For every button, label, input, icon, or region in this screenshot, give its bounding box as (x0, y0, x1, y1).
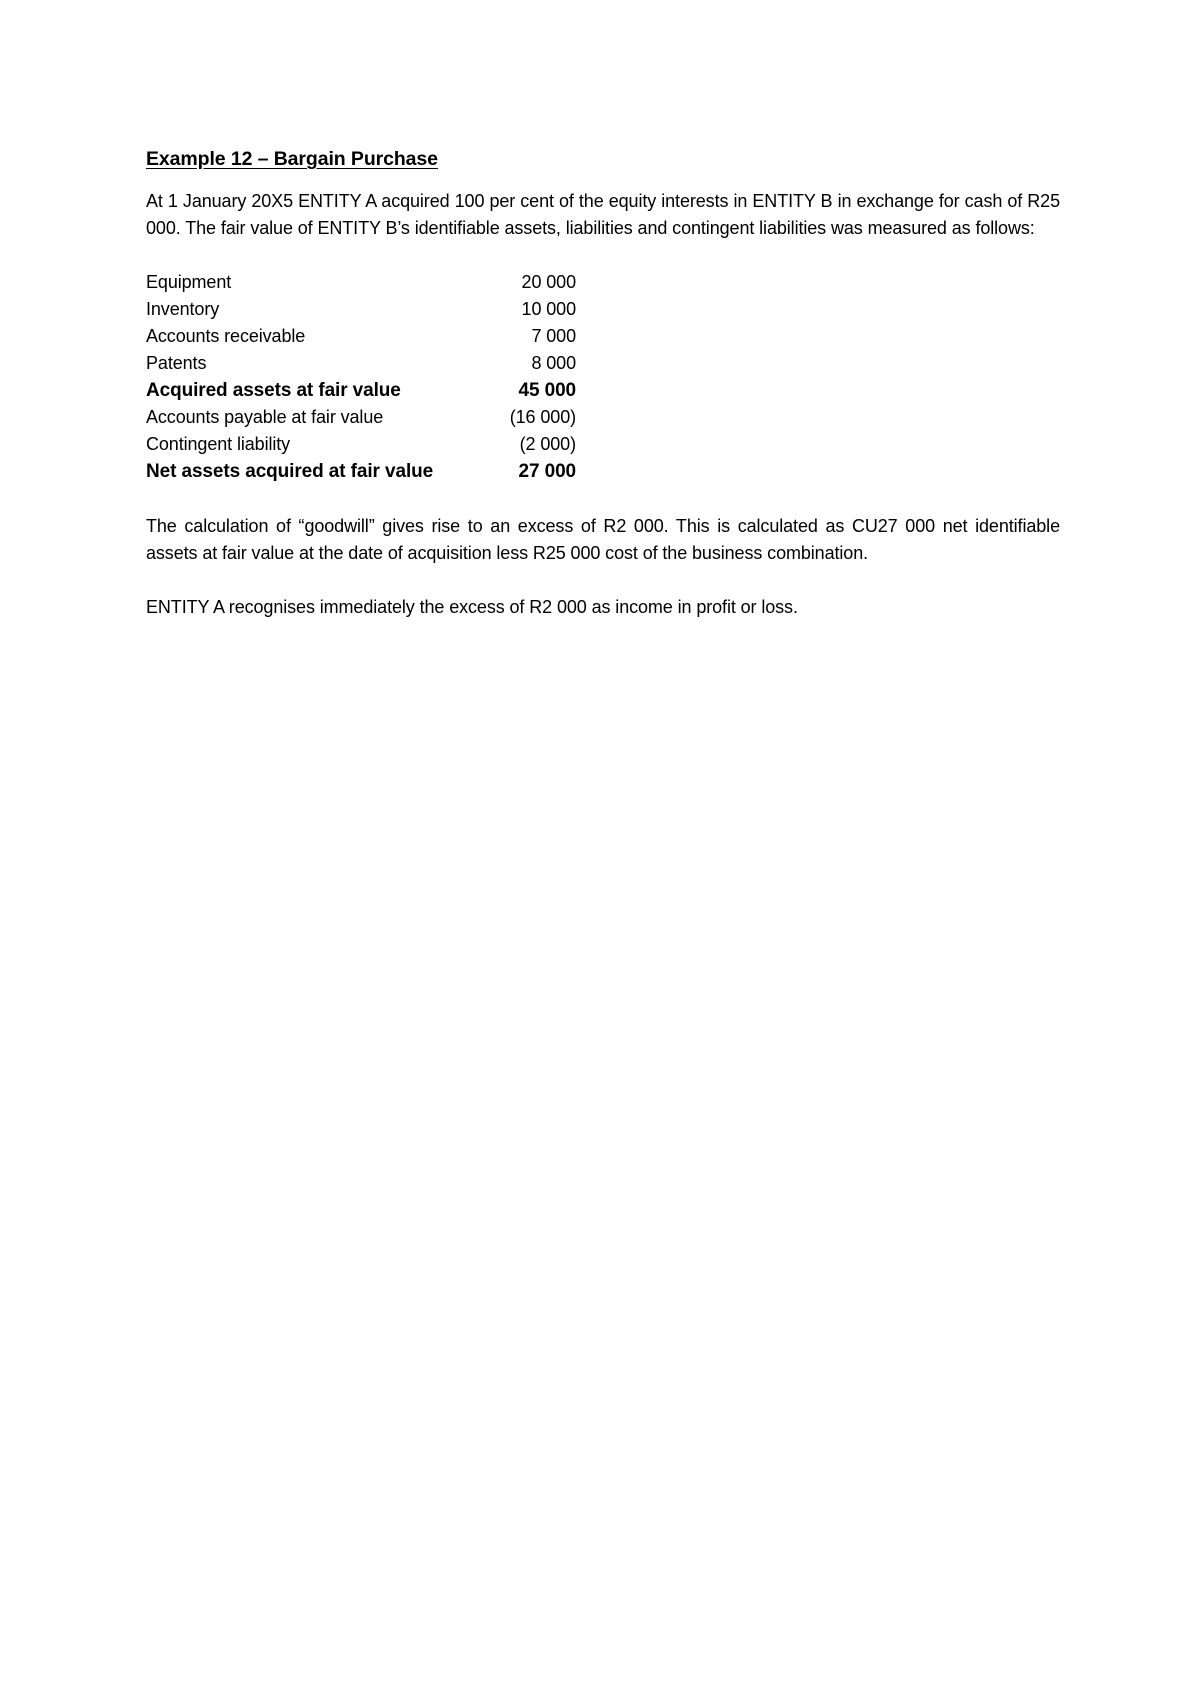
intro-paragraph: At 1 January 20X5 ENTITY A acquired 100 per cent of the equity interests in ENTITY B in exchange for cash of R25 000. The fair value of ENTITY B’s identifiable assets, liabilities and contingent liabilities was measured as follows: (146, 191, 1060, 238)
row-label: Inventory (146, 299, 220, 319)
row-label: Contingent liability (146, 434, 291, 454)
example-title: Example 12 – Bargain Purchase (146, 148, 438, 170)
row-label: Patents (146, 353, 207, 373)
fair-value-table (146, 269, 576, 485)
subtotal-row (146, 377, 576, 404)
table-row (146, 350, 576, 377)
total-label: Net assets acquired at fair value (146, 461, 434, 482)
table-row (146, 404, 576, 431)
row-amount: (16 000) (509, 407, 576, 427)
table-row (146, 269, 576, 296)
subtotal-label: Acquired assets at fair value (146, 380, 401, 401)
total-row (146, 458, 576, 485)
row-amount: 20 000 (521, 272, 576, 292)
row-label: Equipment (146, 272, 232, 292)
row-label: Accounts payable at fair value (146, 407, 384, 427)
table-row (146, 323, 576, 350)
total-amount: 27 000 (518, 461, 576, 482)
document-content (146, 146, 1060, 621)
table-row (146, 296, 576, 323)
row-amount: 10 000 (521, 299, 576, 319)
subtotal-amount: 45 000 (518, 380, 576, 401)
row-amount: 8 000 (531, 353, 576, 373)
table-row (146, 431, 576, 458)
row-amount: 7 000 (531, 326, 576, 346)
row-amount: (2 000) (519, 434, 576, 454)
conclusion-paragraph: ENTITY A recognises immediately the excess of R2 000 as income in profit or loss. (146, 597, 798, 617)
row-label: Accounts receivable (146, 326, 306, 346)
calculation-paragraph: The calculation of “goodwill” gives rise to an excess of R2 000. This is calculated as CU27 000 net identifiable assets at fair value at the date of acquisition less R25 000 cost of the business combination. (146, 516, 1060, 563)
